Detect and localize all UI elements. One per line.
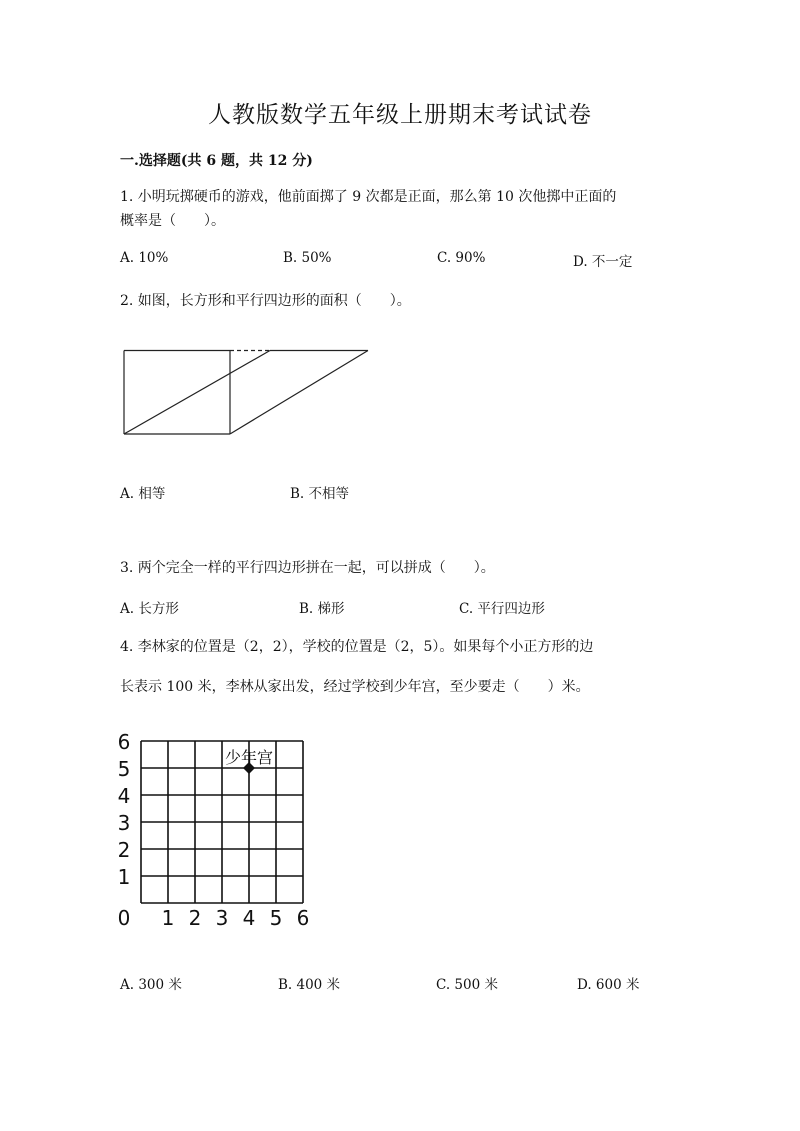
question-4-option-c[interactable]: C. 500 米 xyxy=(436,977,498,993)
grid-x-tick-label: 1 xyxy=(161,906,175,930)
grid-y-tick-label: 2 xyxy=(117,838,131,862)
grid-x-tick-label: 4 xyxy=(242,906,256,930)
para-right-side xyxy=(230,351,368,435)
palace-point-label: 少年宫 xyxy=(224,748,274,767)
question-2-text-line-1: 2. 如图，长方形和平行四边形的面积（ ）。 xyxy=(120,293,411,309)
question-4-text-line-1: 4. 李林家的位置是（2，2），学校的位置是（2，5）。如果每个小正方形的边 xyxy=(120,639,594,655)
grid-y-tick-label: 3 xyxy=(117,811,131,835)
coordinate-grid-figure xyxy=(110,728,320,933)
question-1-option-b[interactable]: B. 50% xyxy=(283,250,332,266)
question-1-text-line-2: 概率是（ ）。 xyxy=(120,213,225,229)
question-1-text-line-1: 1. 小明玩掷硬币的游戏，他前面掷了 9 次都是正面，那么第 10 次他掷中正面的 xyxy=(120,189,617,205)
question-2-option-a[interactable]: A. 相等 xyxy=(120,486,166,502)
question-4-option-b[interactable]: B. 400 米 xyxy=(278,977,341,993)
question-3-option-b[interactable]: B. 梯形 xyxy=(299,601,345,617)
question-4-option-d[interactable]: D. 600 米 xyxy=(577,977,640,993)
grid-y-tick-label: 4 xyxy=(117,784,131,808)
grid-x-tick-label: 0 xyxy=(117,906,131,930)
grid-x-tick-label: 3 xyxy=(215,906,229,930)
question-3-text-line-1: 3. 两个完全一样的平行四边形拼在一起，可以拼成（ ）。 xyxy=(120,560,495,576)
question-1-option-a[interactable]: A. 10% xyxy=(120,250,169,266)
question-3-option-a[interactable]: A. 长方形 xyxy=(120,601,179,617)
grid-y-tick-label: 5 xyxy=(117,757,131,781)
grid-y-tick-label: 1 xyxy=(117,865,131,889)
grid-y-tick-label: 6 xyxy=(117,730,131,754)
para-left-side xyxy=(124,351,270,435)
question-3-option-c[interactable]: C. 平行四边形 xyxy=(459,601,545,617)
grid-x-tick-label: 2 xyxy=(188,906,202,930)
question-1-option-d[interactable]: D. 不一定 xyxy=(573,254,633,270)
rectangle-parallelogram-figure xyxy=(118,345,378,440)
question-2-option-b[interactable]: B. 不相等 xyxy=(290,486,350,502)
grid-x-tick-label: 6 xyxy=(296,906,310,930)
grid-x-tick-label: 5 xyxy=(269,906,283,930)
question-4-text-line-2: 长表示 100 米，李林从家出发，经过学校到少年宫，至少要走（ ）米。 xyxy=(120,679,590,695)
question-1-option-c[interactable]: C. 90% xyxy=(437,250,486,266)
page-title: 人教版数学五年级上册期末考试试卷 xyxy=(208,102,592,128)
section-heading: 一.选择题(共 6 题，共 12 分) xyxy=(120,153,313,169)
question-4-option-a[interactable]: A. 300 米 xyxy=(120,977,182,993)
